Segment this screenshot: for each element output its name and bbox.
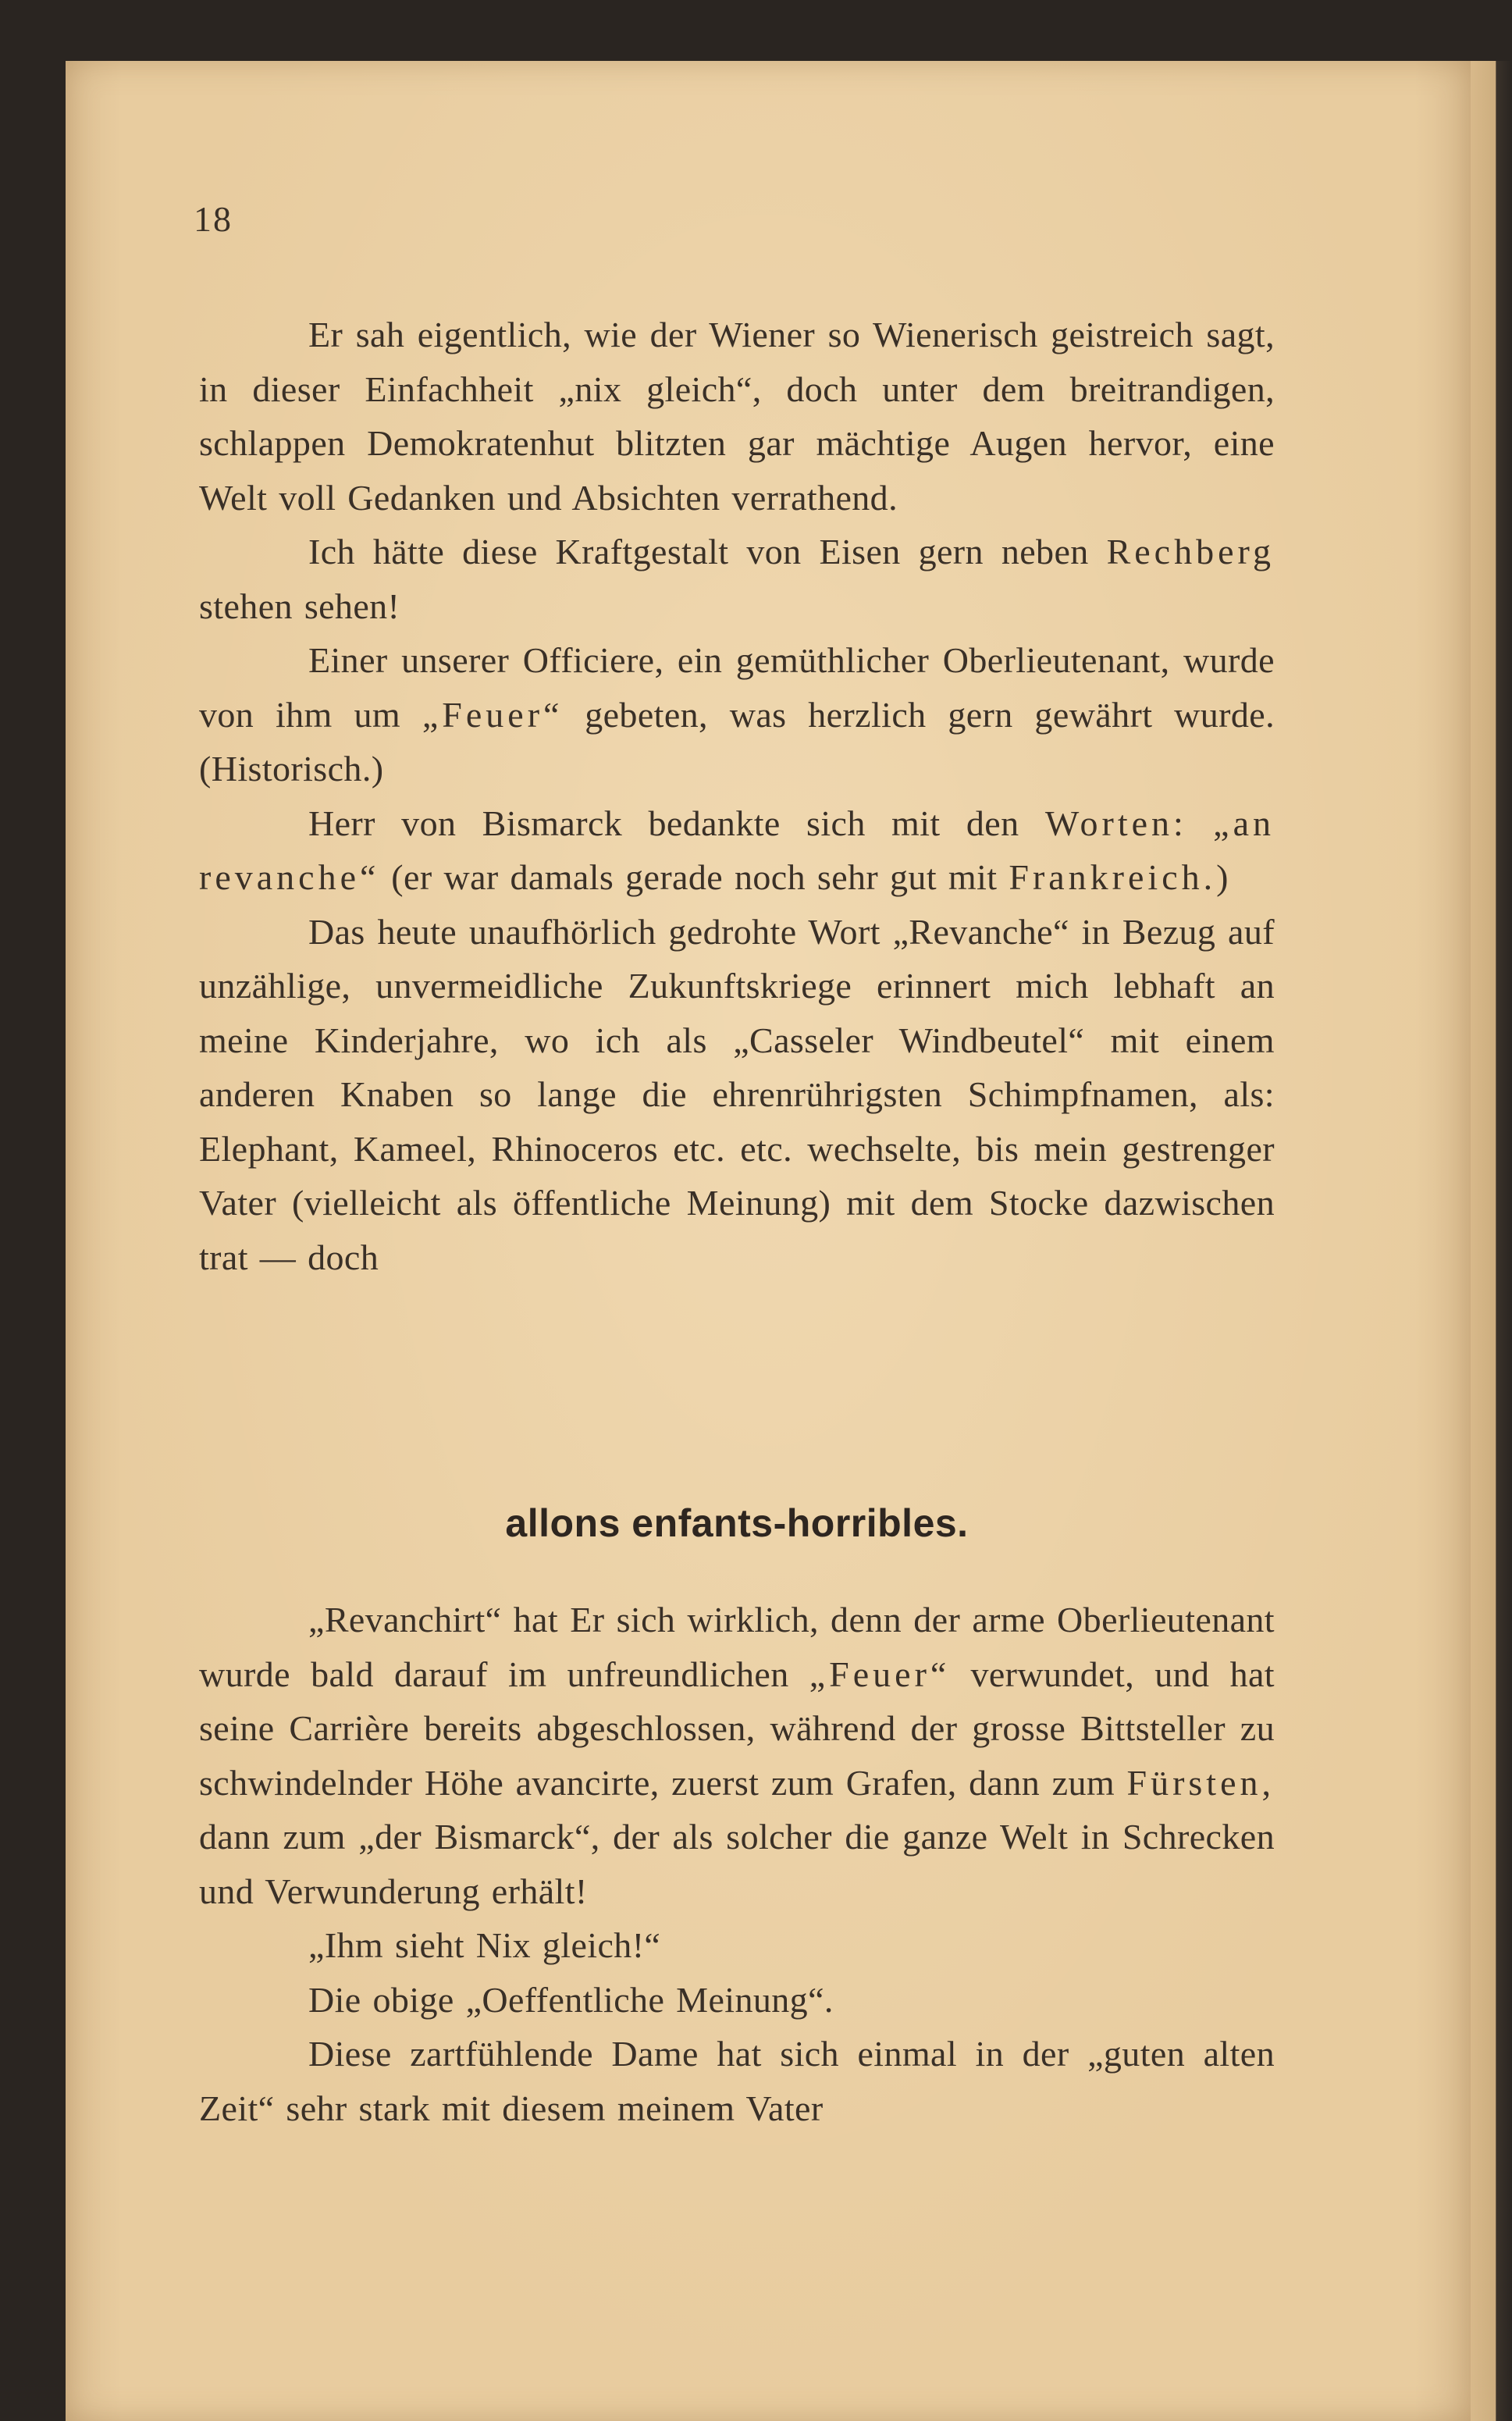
body-text-upper [199,308,1275,1284]
spaced-phrase-revanche: „an revanche“ [199,803,1275,897]
spaced-word-frankreich: Frankreich.) [1009,857,1233,897]
page-number: 18 [194,199,233,239]
paragraph-5: Das heute unaufhörlich gedrohte Wort „Revanche“ in Bezug auf unzählige, unvermeidliche Zukunftskriege erinnert mich lebhaft an meine Kinderjahre, wo ich als „Casseler Windbeutel“ mit einem anderen Knaben so lange die ehrenrührigsten Schimpfnamen, als: Elephant, Kameel, Rhinoceros etc. etc. wechselte, bis mein gestrenger Vater (vielleicht als öffentliche Meinung) mit dem Stocke dazwischen trat — doch [199,911,1275,1277]
paragraph-9: Diese zartfühlende Dame hat sich einmal in der „guten alten Zeit“ sehr stark mit diesem meinem Vater [199,2034,1275,2128]
page-edge [1471,61,1512,2421]
section-heading: allons enfants-horribles. [505,1501,969,1545]
spaced-word-fuersten: Fürsten, [1126,1762,1275,1803]
paragraph-4: Herr von Bismarck bedankte sich mit den Worten: „an revanche“ (er war damals gerade noch sehr gut mit Frankreich.) [199,803,1275,897]
spaced-word-feuer-2: „Feuer“ [809,1654,951,1694]
spaced-name-rechberg: Rechberg [1106,532,1275,571]
paragraph-8: Die obige „Oeffentliche Meinung“. [308,1979,834,2020]
paragraph-1: Er sah eigentlich, wie der Wiener so Wienerisch geistreich sagt, in dieser Einfachheit „nix gleich“, doch unter dem breitrandigen, schlappen Demokratenhut blitzten gar mächtige Augen hervor, eine Welt voll Gedanken und Absichten verrathend. [199,315,1275,518]
spaced-word-feuer: „Feuer“ [422,694,564,735]
paragraph-6: „Revanchirt“ hat Er sich wirklich, denn der arme Oberlieutenant wurde bald darauf im unfreundlichen „Feuer“ verwundet, und hat seine Carrière bereits abgeschlossen, während der grosse Bittsteller zu schwindelnder Höhe avancirte, zuerst zum Grafen, dann zum Fürsten, dann zum „der Bismarck“, der als solcher die ganze Welt in Schrecken und Verwunderung erhält! [199,1600,1275,1911]
paragraph-3: Einer unserer Officiere, ein gemüthlicher Oberlieutenant, wurde von ihm um „Feuer“ gebeten, was herzlich gern gewährt wurde. (Historisch.) [199,640,1275,789]
spaced-word-worten: Worten: [1044,803,1187,843]
paragraph-7: „Ihm sieht Nix gleich!“ [308,1925,661,1965]
paragraph-2: Ich hätte diese Kraftgestalt von Eisen gern neben Rechberg stehen sehen! [199,532,1275,626]
body-text-lower [199,1593,1275,2135]
